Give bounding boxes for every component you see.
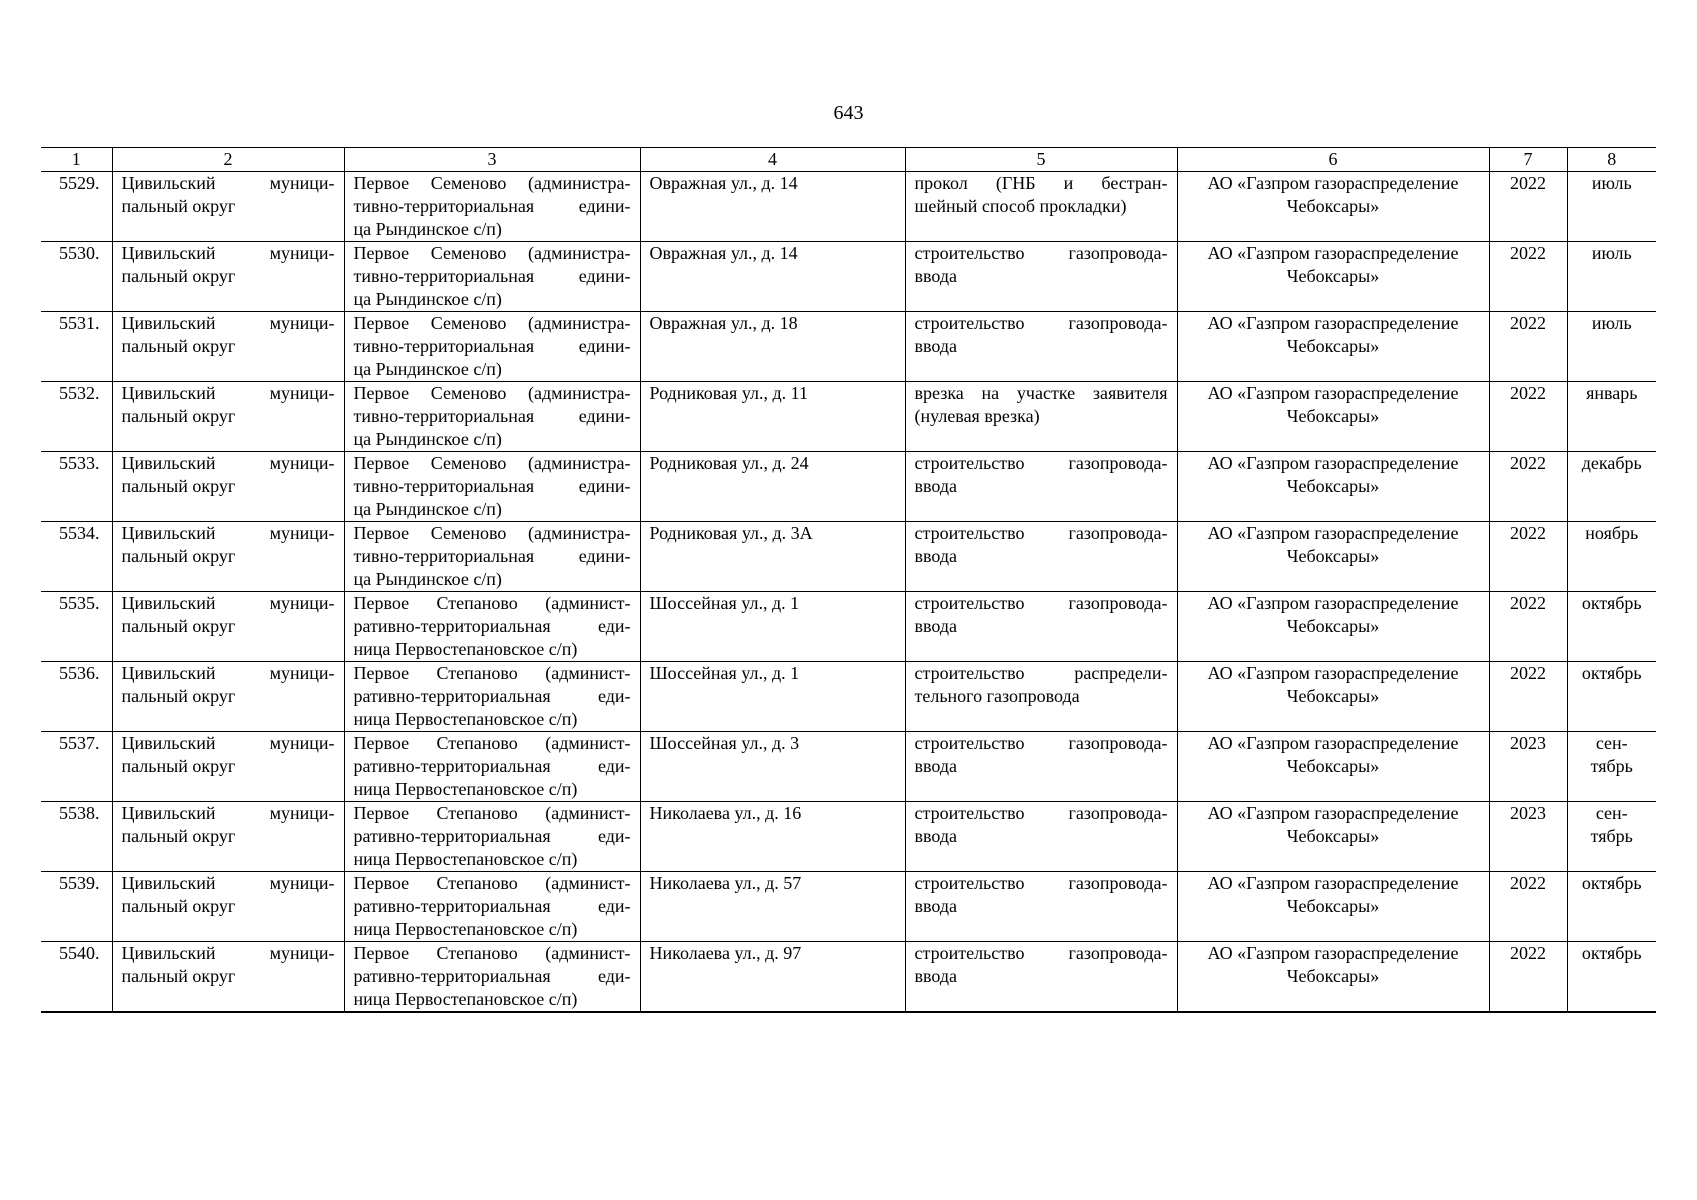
row-number-cell bbox=[41, 732, 112, 802]
settlement-cell bbox=[344, 452, 640, 522]
year-text: 2022 bbox=[1510, 243, 1546, 263]
month-cell bbox=[1567, 522, 1656, 592]
organization-line: АО «Газпром газораспределение bbox=[1207, 593, 1459, 613]
organization-line: Чебоксары» bbox=[1286, 476, 1380, 496]
month-line: сен- bbox=[1595, 803, 1628, 823]
column-header: 5 bbox=[905, 148, 1177, 172]
organization-cell bbox=[1177, 522, 1489, 592]
address-text: Николаева ул., д. 16 bbox=[649, 803, 802, 823]
address-cell bbox=[640, 242, 905, 312]
work-type-cell bbox=[905, 592, 1177, 662]
district-cell bbox=[112, 872, 344, 942]
month-line: тябрь bbox=[1590, 826, 1633, 846]
settlement-line: ративно-территориальная еди- bbox=[353, 756, 631, 776]
district-cell bbox=[112, 802, 344, 872]
organization-cell bbox=[1177, 662, 1489, 732]
year-cell bbox=[1489, 312, 1567, 382]
settlement-line: Первое Семеново (администра- bbox=[353, 173, 631, 193]
district-line: пальный округ bbox=[121, 686, 236, 706]
row-number: 5532. bbox=[59, 383, 100, 403]
work-type-line: строительство газопровода- bbox=[914, 803, 1168, 823]
organization-line: Чебоксары» bbox=[1286, 406, 1380, 426]
work-type-line: шейный способ прокладки) bbox=[914, 196, 1127, 216]
district-line: пальный округ bbox=[121, 406, 236, 426]
row-number: 5529. bbox=[59, 173, 100, 193]
district-line: пальный округ bbox=[121, 476, 236, 496]
month-cell bbox=[1567, 872, 1656, 942]
month-cell bbox=[1567, 382, 1656, 452]
month-cell bbox=[1567, 732, 1656, 802]
district-line: Цивильский муници- bbox=[121, 453, 335, 473]
column-header: 4 bbox=[640, 148, 905, 172]
organization-line: АО «Газпром газораспределение bbox=[1207, 733, 1459, 753]
work-type-line: ввода bbox=[914, 826, 958, 846]
district-cell bbox=[112, 172, 344, 242]
district-cell bbox=[112, 732, 344, 802]
work-type-cell bbox=[905, 802, 1177, 872]
settlement-line: ративно-территориальная еди- bbox=[353, 686, 631, 706]
address-text: Родниковая ул., д. 3А bbox=[649, 523, 813, 543]
organization-line: Чебоксары» bbox=[1286, 826, 1380, 846]
address-cell bbox=[640, 872, 905, 942]
district-cell bbox=[112, 452, 344, 522]
work-type-line: строительство газопровода- bbox=[914, 243, 1168, 263]
year-cell bbox=[1489, 872, 1567, 942]
column-header: 6 bbox=[1177, 148, 1489, 172]
organization-cell bbox=[1177, 452, 1489, 522]
address-text: Шоссейная ул., д. 1 bbox=[649, 663, 800, 683]
settlement-line: тивно-территориальная едини- bbox=[353, 476, 631, 496]
month-cell bbox=[1567, 802, 1656, 872]
organization-cell bbox=[1177, 312, 1489, 382]
settlement-line: ца Рындинское с/п) bbox=[353, 359, 502, 379]
settlement-line: ница Первостепановское с/п) bbox=[353, 779, 578, 799]
row-number: 5539. bbox=[59, 873, 100, 893]
month-line: тябрь bbox=[1590, 756, 1633, 776]
organization-line: Чебоксары» bbox=[1286, 266, 1380, 286]
organization-cell bbox=[1177, 242, 1489, 312]
month-cell bbox=[1567, 312, 1656, 382]
settlement-cell bbox=[344, 382, 640, 452]
settlement-line: ца Рындинское с/п) bbox=[353, 569, 502, 589]
settlement-line: ца Рындинское с/п) bbox=[353, 499, 502, 519]
row-number-cell bbox=[41, 802, 112, 872]
row-number-cell bbox=[41, 382, 112, 452]
address-text: Овражная ул., д. 18 bbox=[649, 313, 798, 333]
settlement-line: тивно-территориальная едини- bbox=[353, 406, 631, 426]
district-line: пальный округ bbox=[121, 826, 236, 846]
month-line: октябрь bbox=[1581, 873, 1642, 893]
settlement-line: тивно-территориальная едини- bbox=[353, 266, 631, 286]
settlement-line: ративно-территориальная еди- bbox=[353, 896, 631, 916]
organization-line: Чебоксары» bbox=[1286, 546, 1380, 566]
district-line: пальный округ bbox=[121, 966, 236, 986]
year-cell bbox=[1489, 732, 1567, 802]
organization-line: Чебоксары» bbox=[1286, 896, 1380, 916]
year-cell bbox=[1489, 242, 1567, 312]
organization-cell bbox=[1177, 872, 1489, 942]
year-text: 2022 bbox=[1510, 593, 1546, 613]
page-number: 643 bbox=[833, 102, 864, 124]
organization-line: АО «Газпром газораспределение bbox=[1207, 243, 1459, 263]
work-type-line: ввода bbox=[914, 616, 958, 636]
year-text: 2022 bbox=[1510, 453, 1546, 473]
address-cell bbox=[640, 452, 905, 522]
district-cell bbox=[112, 312, 344, 382]
year-text: 2022 bbox=[1510, 383, 1546, 403]
address-cell bbox=[640, 732, 905, 802]
table-row bbox=[41, 312, 1656, 382]
work-type-cell bbox=[905, 312, 1177, 382]
table-row bbox=[41, 522, 1656, 592]
address-cell bbox=[640, 802, 905, 872]
settlement-cell bbox=[344, 872, 640, 942]
month-cell bbox=[1567, 452, 1656, 522]
settlement-line: Первое Степаново (админист- bbox=[353, 803, 631, 823]
row-number-cell bbox=[41, 452, 112, 522]
settlement-line: тивно-территориальная едини- bbox=[353, 546, 631, 566]
column-header: 8 bbox=[1567, 148, 1656, 172]
year-text: 2022 bbox=[1510, 873, 1546, 893]
work-type-cell bbox=[905, 242, 1177, 312]
district-line: Цивильский муници- bbox=[121, 593, 335, 613]
district-line: Цивильский муници- bbox=[121, 873, 335, 893]
row-number: 5536. bbox=[59, 663, 100, 683]
row-number: 5540. bbox=[59, 943, 100, 963]
row-number: 5533. bbox=[59, 453, 100, 473]
row-number: 5534. bbox=[59, 523, 100, 543]
settlement-line: Первое Семеново (администра- bbox=[353, 313, 631, 333]
table-row bbox=[41, 732, 1656, 802]
settlement-line: Первое Семеново (администра- bbox=[353, 383, 631, 403]
settlement-line: ница Первостепановское с/п) bbox=[353, 989, 578, 1009]
address-cell bbox=[640, 522, 905, 592]
organization-line: АО «Газпром газораспределение bbox=[1207, 873, 1459, 893]
month-cell bbox=[1567, 242, 1656, 312]
district-line: Цивильский муници- bbox=[121, 383, 335, 403]
organization-cell bbox=[1177, 942, 1489, 1013]
work-type-line: строительство газопровода- bbox=[914, 523, 1168, 543]
month-line: июль bbox=[1591, 313, 1632, 333]
month-cell bbox=[1567, 662, 1656, 732]
settlement-line: ница Первостепановское с/п) bbox=[353, 639, 578, 659]
settlement-cell bbox=[344, 312, 640, 382]
year-text: 2022 bbox=[1510, 173, 1546, 193]
month-cell bbox=[1567, 592, 1656, 662]
organization-line: Чебоксары» bbox=[1286, 756, 1380, 776]
work-type-cell bbox=[905, 732, 1177, 802]
column-header: 3 bbox=[344, 148, 640, 172]
district-line: Цивильский муници- bbox=[121, 313, 335, 333]
settlement-line: ца Рындинское с/п) bbox=[353, 219, 502, 239]
settlement-line: ца Рындинское с/п) bbox=[353, 289, 502, 309]
work-type-line: ввода bbox=[914, 266, 958, 286]
table-row bbox=[41, 942, 1656, 1013]
settlement-line: Первое Семеново (администра- bbox=[353, 523, 631, 543]
work-type-line: строительство газопровода- bbox=[914, 873, 1168, 893]
district-line: Цивильский муници- bbox=[121, 523, 335, 543]
month-line: октябрь bbox=[1581, 943, 1642, 963]
organization-line: Чебоксары» bbox=[1286, 686, 1380, 706]
row-number-cell bbox=[41, 942, 112, 1013]
organization-line: АО «Газпром газораспределение bbox=[1207, 523, 1459, 543]
table-row bbox=[41, 172, 1656, 242]
row-number-cell bbox=[41, 872, 112, 942]
table-row bbox=[41, 872, 1656, 942]
organization-line: АО «Газпром газораспределение bbox=[1207, 383, 1459, 403]
work-type-cell bbox=[905, 452, 1177, 522]
settlement-line: тивно-территориальная едини- bbox=[353, 336, 631, 356]
address-text: Родниковая ул., д. 24 bbox=[649, 453, 809, 473]
settlement-line: тивно-территориальная едини- bbox=[353, 196, 631, 216]
settlement-line: Первое Степаново (админист- bbox=[353, 593, 631, 613]
district-line: пальный округ bbox=[121, 756, 236, 776]
year-cell bbox=[1489, 662, 1567, 732]
organization-line: АО «Газпром газораспределение bbox=[1207, 943, 1459, 963]
organization-line: Чебоксары» bbox=[1286, 966, 1380, 986]
organization-line: АО «Газпром газораспределение bbox=[1207, 453, 1459, 473]
row-number-cell bbox=[41, 662, 112, 732]
district-cell bbox=[112, 592, 344, 662]
year-cell bbox=[1489, 522, 1567, 592]
settlement-line: ца Рындинское с/п) bbox=[353, 429, 502, 449]
address-cell bbox=[640, 592, 905, 662]
month-line: октябрь bbox=[1581, 663, 1642, 683]
organization-line: Чебоксары» bbox=[1286, 336, 1380, 356]
work-type-line: строительство газопровода- bbox=[914, 593, 1168, 613]
column-header: 2 bbox=[112, 148, 344, 172]
organization-line: АО «Газпром газораспределение bbox=[1207, 663, 1459, 683]
organization-cell bbox=[1177, 802, 1489, 872]
address-text: Шоссейная ул., д. 1 bbox=[649, 593, 800, 613]
organization-line: Чебоксары» bbox=[1286, 616, 1380, 636]
settlement-line: ративно-территориальная еди- bbox=[353, 966, 631, 986]
month-line: июль bbox=[1591, 243, 1632, 263]
settlement-cell bbox=[344, 942, 640, 1013]
month-line: октябрь bbox=[1581, 593, 1642, 613]
row-number: 5537. bbox=[59, 733, 100, 753]
work-type-line: прокол (ГНБ и бестран- bbox=[914, 173, 1168, 193]
year-text: 2022 bbox=[1510, 313, 1546, 333]
organization-cell bbox=[1177, 172, 1489, 242]
work-type-line: ввода bbox=[914, 336, 958, 356]
work-type-line: (нулевая врезка) bbox=[914, 406, 1040, 426]
year-cell bbox=[1489, 452, 1567, 522]
row-number: 5530. bbox=[59, 243, 100, 263]
settlement-cell bbox=[344, 732, 640, 802]
settlement-cell bbox=[344, 802, 640, 872]
district-line: пальный округ bbox=[121, 896, 236, 916]
address-cell bbox=[640, 942, 905, 1013]
year-cell bbox=[1489, 382, 1567, 452]
work-type-line: строительство распредели- bbox=[914, 663, 1168, 683]
table-row bbox=[41, 802, 1656, 872]
settlement-line: Первое Степаново (админист- bbox=[353, 873, 631, 893]
district-cell bbox=[112, 242, 344, 312]
month-line: июль bbox=[1591, 173, 1632, 193]
year-cell bbox=[1489, 942, 1567, 1013]
work-type-line: ввода bbox=[914, 966, 958, 986]
settlement-cell bbox=[344, 592, 640, 662]
settlement-line: ница Первостепановское с/п) bbox=[353, 919, 578, 939]
work-type-line: ввода bbox=[914, 896, 958, 916]
row-number-cell bbox=[41, 172, 112, 242]
table-row bbox=[41, 382, 1656, 452]
table-body bbox=[41, 172, 1656, 1013]
address-cell bbox=[640, 172, 905, 242]
row-number-cell bbox=[41, 522, 112, 592]
district-line: Цивильский муници- bbox=[121, 803, 335, 823]
address-text: Шоссейная ул., д. 3 bbox=[649, 733, 800, 753]
work-type-line: строительство газопровода- bbox=[914, 733, 1168, 753]
settlement-line: ница Первостепановское с/п) bbox=[353, 709, 578, 729]
work-type-cell bbox=[905, 662, 1177, 732]
settlement-line: Первое Степаново (админист- bbox=[353, 663, 631, 683]
table-row bbox=[41, 242, 1656, 312]
document-table bbox=[41, 147, 1656, 1013]
table-header-row bbox=[41, 148, 1656, 172]
year-cell bbox=[1489, 172, 1567, 242]
table-row bbox=[41, 452, 1656, 522]
district-line: Цивильский муници- bbox=[121, 943, 335, 963]
year-cell bbox=[1489, 592, 1567, 662]
column-header: 7 bbox=[1489, 148, 1567, 172]
settlement-line: ративно-территориальная еди- bbox=[353, 616, 631, 636]
work-type-cell bbox=[905, 872, 1177, 942]
address-cell bbox=[640, 662, 905, 732]
work-type-line: строительство газопровода- bbox=[914, 453, 1168, 473]
month-cell bbox=[1567, 942, 1656, 1013]
table-row bbox=[41, 592, 1656, 662]
organization-cell bbox=[1177, 382, 1489, 452]
work-type-cell bbox=[905, 522, 1177, 592]
month-line: ноябрь bbox=[1585, 523, 1639, 543]
district-line: пальный округ bbox=[121, 546, 236, 566]
address-text: Николаева ул., д. 97 bbox=[649, 943, 802, 963]
work-type-line: строительство газопровода- bbox=[914, 943, 1168, 963]
settlement-cell bbox=[344, 522, 640, 592]
organization-cell bbox=[1177, 732, 1489, 802]
district-cell bbox=[112, 942, 344, 1013]
month-line: декабрь bbox=[1581, 453, 1642, 473]
organization-line: Чебоксары» bbox=[1286, 196, 1380, 216]
organization-line: АО «Газпром газораспределение bbox=[1207, 313, 1459, 333]
year-cell bbox=[1489, 802, 1567, 872]
work-type-line: тельного газопровода bbox=[914, 686, 1080, 706]
settlement-line: Первое Семеново (администра- bbox=[353, 243, 631, 263]
settlement-line: ративно-территориальная еди- bbox=[353, 826, 631, 846]
year-text: 2023 bbox=[1510, 733, 1546, 753]
district-cell bbox=[112, 522, 344, 592]
address-text: Родниковая ул., д. 11 bbox=[649, 383, 809, 403]
month-line: январь bbox=[1586, 383, 1638, 403]
row-number: 5535. bbox=[59, 593, 100, 613]
district-line: Цивильский муници- bbox=[121, 243, 335, 263]
organization-line: АО «Газпром газораспределение bbox=[1207, 803, 1459, 823]
work-type-cell bbox=[905, 172, 1177, 242]
settlement-line: ница Первостепановское с/п) bbox=[353, 849, 578, 869]
settlement-cell bbox=[344, 172, 640, 242]
work-type-line: врезка на участке заявителя bbox=[914, 383, 1168, 403]
settlement-line: Первое Семеново (администра- bbox=[353, 453, 631, 473]
work-type-line: строительство газопровода- bbox=[914, 313, 1168, 333]
district-line: пальный округ bbox=[121, 196, 236, 216]
row-number-cell bbox=[41, 312, 112, 382]
month-cell bbox=[1567, 172, 1656, 242]
year-text: 2023 bbox=[1510, 803, 1546, 823]
settlement-line: Первое Степаново (админист- bbox=[353, 733, 631, 753]
column-header: 1 bbox=[41, 148, 112, 172]
work-type-line: ввода bbox=[914, 476, 958, 496]
row-number-cell bbox=[41, 592, 112, 662]
district-line: Цивильский муници- bbox=[121, 733, 335, 753]
address-cell bbox=[640, 382, 905, 452]
address-text: Овражная ул., д. 14 bbox=[649, 173, 798, 193]
month-line: сен- bbox=[1595, 733, 1628, 753]
address-text: Николаева ул., д. 57 bbox=[649, 873, 802, 893]
table-row bbox=[41, 662, 1656, 732]
district-cell bbox=[112, 662, 344, 732]
year-text: 2022 bbox=[1510, 943, 1546, 963]
settlement-line: Первое Степаново (админист- bbox=[353, 943, 631, 963]
row-number: 5538. bbox=[59, 803, 100, 823]
work-type-line: ввода bbox=[914, 546, 958, 566]
work-type-line: ввода bbox=[914, 756, 958, 776]
district-cell bbox=[112, 382, 344, 452]
district-line: Цивильский муници- bbox=[121, 663, 335, 683]
address-cell bbox=[640, 312, 905, 382]
year-text: 2022 bbox=[1510, 523, 1546, 543]
address-text: Овражная ул., д. 14 bbox=[649, 243, 798, 263]
district-line: пальный округ bbox=[121, 336, 236, 356]
organization-cell bbox=[1177, 592, 1489, 662]
row-number-cell bbox=[41, 242, 112, 312]
work-type-cell bbox=[905, 382, 1177, 452]
year-text: 2022 bbox=[1510, 663, 1546, 683]
district-line: пальный округ bbox=[121, 266, 236, 286]
district-line: Цивильский муници- bbox=[121, 173, 335, 193]
settlement-cell bbox=[344, 662, 640, 732]
organization-line: АО «Газпром газораспределение bbox=[1207, 173, 1459, 193]
row-number: 5531. bbox=[59, 313, 100, 333]
settlement-cell bbox=[344, 242, 640, 312]
work-type-cell bbox=[905, 942, 1177, 1013]
district-line: пальный округ bbox=[121, 616, 236, 636]
